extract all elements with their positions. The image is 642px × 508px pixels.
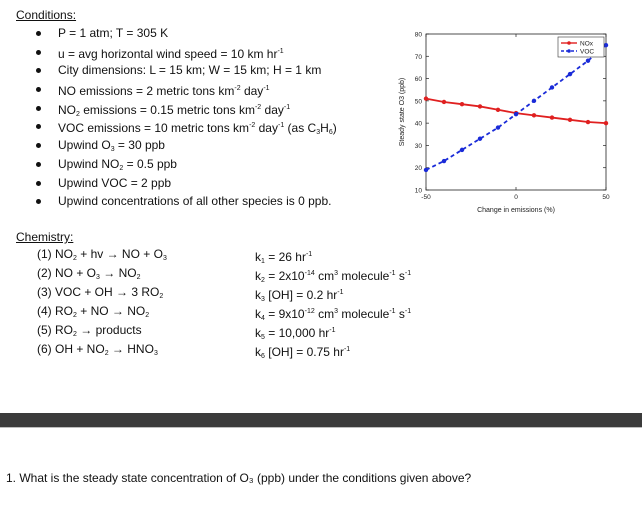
divider-band xyxy=(0,413,642,427)
subscript: 3 xyxy=(316,129,321,137)
condition-item xyxy=(36,174,337,193)
condition-item xyxy=(36,43,337,62)
y-axis-label: Steady state O3 (ppb) xyxy=(399,77,406,147)
condition-item xyxy=(36,117,337,136)
subscript: 2 xyxy=(73,255,77,262)
subscript: 3 xyxy=(96,274,100,281)
x-tick-label: 0 xyxy=(514,194,518,201)
condition-item xyxy=(36,192,337,211)
text-part: k xyxy=(255,345,261,359)
chemistry-heading: Chemistry: xyxy=(16,230,74,244)
data-point xyxy=(424,96,428,100)
superscript: -2 xyxy=(254,103,262,111)
subscript: 3 xyxy=(162,255,167,262)
subscript: 2 xyxy=(73,312,77,319)
y-tick-label: 50 xyxy=(414,98,422,106)
text-part: VOC emissions = 10 metric tons km xyxy=(58,121,250,136)
superscript: -1 xyxy=(277,122,285,130)
rate-constant-item xyxy=(255,321,411,340)
reaction-item xyxy=(37,245,167,264)
y-tick-label: 10 xyxy=(414,187,422,195)
text-part: Upwind VOC = 2 ppb xyxy=(58,175,172,190)
data-point xyxy=(478,137,482,141)
data-point xyxy=(496,125,500,129)
y-tick-label: 60 xyxy=(414,76,422,84)
text-part: → NO xyxy=(99,266,137,280)
data-point xyxy=(568,118,572,122)
text-part: City dimensions: L = 15 km; W = 15 km; H = 1 km xyxy=(58,63,322,78)
text-part: cm xyxy=(314,269,335,283)
reaction-list xyxy=(37,245,167,359)
subscript: 2 xyxy=(104,350,109,357)
text-part: = 0.5 ppb xyxy=(123,156,177,171)
conditions-list xyxy=(36,24,337,211)
superscript: -1 xyxy=(263,85,270,93)
data-point xyxy=(586,59,590,63)
superscript: -1 xyxy=(404,270,412,277)
text-part: emissions = 0.15 metric tons km xyxy=(79,102,255,117)
rate-constant-item xyxy=(255,283,411,302)
text-part: Upwind O xyxy=(58,138,111,153)
text-part: k xyxy=(255,326,261,340)
subscript: 2 xyxy=(136,274,141,281)
subscript: 2 xyxy=(159,293,164,300)
question-text: 1. What is the steady state concentration of O₃ (ppb) under the conditions given above? xyxy=(6,471,472,485)
superscript: -1 xyxy=(343,346,351,353)
superscript: -12 xyxy=(304,308,315,315)
reaction-item xyxy=(37,283,167,302)
superscript: -1 xyxy=(337,289,344,296)
legend-entry: NOx xyxy=(580,40,593,48)
rate-constant-item xyxy=(255,340,411,359)
superscript: -1 xyxy=(389,308,396,315)
reaction-item xyxy=(37,340,167,359)
reaction-item xyxy=(37,264,167,283)
condition-item xyxy=(36,80,337,99)
text-part: day xyxy=(240,84,264,99)
text-part: s xyxy=(395,307,405,321)
subscript: 6 xyxy=(261,353,265,360)
data-point xyxy=(550,85,554,89)
x-tick-label: -50 xyxy=(421,194,431,201)
text-part: k xyxy=(255,288,261,302)
x-tick-label: 50 xyxy=(602,194,610,201)
conditions-heading: Conditions: xyxy=(16,8,77,22)
data-point xyxy=(442,159,446,163)
data-point xyxy=(460,148,464,152)
data-point xyxy=(604,121,608,125)
rate-constant-list xyxy=(255,245,411,359)
superscript: -1 xyxy=(389,270,396,277)
y-tick-label: 20 xyxy=(414,165,422,173)
text-part: + hv → NO + O xyxy=(76,247,163,261)
data-point xyxy=(496,108,500,112)
data-point xyxy=(442,100,446,104)
text-part: s xyxy=(395,269,405,283)
divider-line xyxy=(0,427,642,428)
o3-sensitivity-chart xyxy=(390,24,626,220)
text-part: day xyxy=(255,121,278,136)
text-part: (3) VOC + OH → 3 RO xyxy=(37,285,160,299)
text-part: (5) RO xyxy=(37,323,73,337)
text-part: (4) RO xyxy=(37,304,73,318)
text-part: + NO → NO xyxy=(76,304,146,318)
subscript: 2 xyxy=(145,312,150,319)
superscript: -1 xyxy=(329,327,336,334)
x-axis-label: Change in emissions (%) xyxy=(477,207,555,214)
subscript: 2 xyxy=(76,110,80,118)
text-part: → products xyxy=(76,323,142,337)
text-part: Upwind NO xyxy=(58,156,120,171)
text-part: (1) NO xyxy=(37,247,73,261)
y-tick-label: 70 xyxy=(414,53,422,61)
subscript: 3 xyxy=(110,146,115,154)
data-point xyxy=(424,168,428,172)
text-part: NO emissions = 2 metric tons km xyxy=(58,84,235,99)
subscript: 1 xyxy=(261,258,265,265)
data-point xyxy=(604,43,608,47)
text-part: (6) OH + NO xyxy=(37,342,105,356)
data-point xyxy=(460,102,464,106)
text-part: k xyxy=(255,269,261,283)
data-point xyxy=(532,99,536,103)
superscript: -1 xyxy=(283,103,291,111)
text-part: cm xyxy=(314,307,335,321)
reaction-item xyxy=(37,321,167,340)
subscript: 5 xyxy=(261,334,265,341)
data-point xyxy=(550,115,554,119)
text-part: = 26 hr xyxy=(264,250,306,264)
text-part: [OH] = 0.2 hr xyxy=(264,288,338,302)
text-part: = 30 ppb xyxy=(114,138,165,153)
data-point xyxy=(586,120,590,124)
subscript: 3 xyxy=(261,296,265,303)
condition-item xyxy=(36,155,337,174)
legend-marker xyxy=(567,41,571,45)
text-part: = 9x10 xyxy=(264,307,305,321)
y-tick-label: 40 xyxy=(414,120,422,128)
text-part: P = 1 atm; T = 305 K xyxy=(58,26,169,40)
condition-item xyxy=(36,136,337,155)
superscript: -2 xyxy=(249,122,256,130)
subscript: 2 xyxy=(119,164,124,172)
condition-item xyxy=(36,61,337,80)
subscript: 2 xyxy=(261,277,265,284)
condition-item xyxy=(36,99,337,118)
subscript: 3 xyxy=(153,350,158,357)
data-point xyxy=(514,112,518,116)
data-point xyxy=(532,113,536,117)
y-tick-label: 30 xyxy=(414,142,422,150)
text-part: Upwind concentrations of all other species is 0 ppb. xyxy=(58,194,332,209)
subscript: 6 xyxy=(328,129,333,137)
superscript: -1 xyxy=(404,308,412,315)
superscript: 3 xyxy=(334,308,338,315)
text-part: NO xyxy=(58,102,76,117)
superscript: -2 xyxy=(234,85,241,93)
text-part: k xyxy=(255,250,261,264)
data-point xyxy=(568,72,572,76)
text-part: = 10,000 hr xyxy=(264,326,330,340)
legend-entry: VOC xyxy=(580,48,595,56)
text-part: [OH] = 0.75 hr xyxy=(264,345,344,359)
superscript: -14 xyxy=(304,270,315,277)
text-part: ) xyxy=(332,121,337,136)
subscript: 2 xyxy=(73,331,77,338)
superscript: 3 xyxy=(334,270,338,277)
legend-marker xyxy=(567,49,571,53)
text-part: H xyxy=(320,121,329,136)
y-tick-label: 80 xyxy=(414,31,422,39)
text-part: = 2x10 xyxy=(264,269,305,283)
superscript: -1 xyxy=(277,47,284,55)
text-part: (as C xyxy=(284,121,317,136)
rate-constant-item xyxy=(255,264,411,283)
reaction-item xyxy=(37,302,167,321)
condition-item xyxy=(36,24,337,43)
superscript: -1 xyxy=(305,251,313,258)
text-part: k xyxy=(255,307,261,321)
text-part: → HNO xyxy=(108,342,154,356)
text-part: u = avg horizontal wind speed = 10 km hr xyxy=(58,46,278,61)
text-part: molecule xyxy=(337,307,390,321)
text-part: molecule xyxy=(337,269,390,283)
subscript: 4 xyxy=(261,315,265,322)
rate-constant-item xyxy=(255,245,411,264)
text-part: day xyxy=(261,102,284,117)
data-point xyxy=(478,104,482,108)
rate-constant-item xyxy=(255,302,411,321)
text-part: (2) NO + O xyxy=(37,266,97,280)
